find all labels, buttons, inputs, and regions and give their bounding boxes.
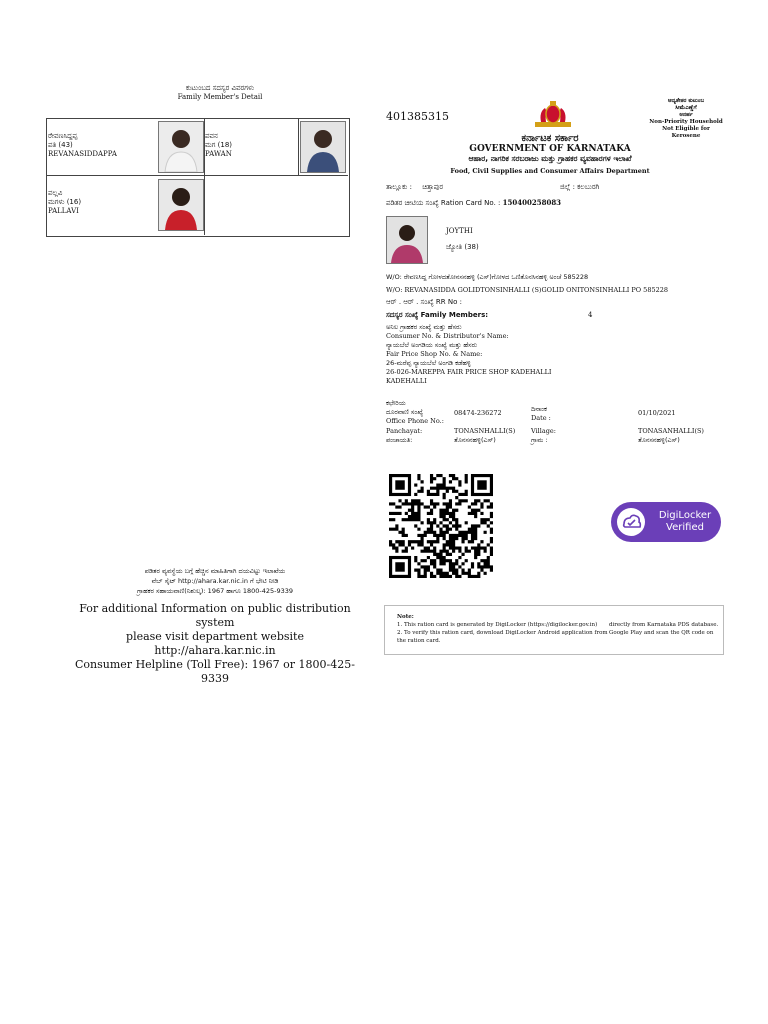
info-en-line-2: please visit department website http://ahara.kar.nic.in	[126, 630, 304, 657]
family-table	[46, 118, 350, 237]
note-line-2c: the ration card.	[397, 638, 441, 644]
village-value	[638, 427, 704, 445]
consumer-label-en: Consumer No. & Distributor's Name:	[386, 332, 509, 340]
member-2-details	[205, 132, 232, 159]
district: ಜಿಲ್ಲೆ : ಕಲಬುರಗಿ	[560, 183, 600, 191]
date-value: 01/10/2021	[638, 409, 676, 417]
note-line-1a: 1. This ration card is generated by DigiLocker (https://digilocker.gov.in)	[397, 622, 598, 628]
panchayat-label-en: Panchayat:	[386, 427, 423, 435]
fps-value-en-1: 26-026-MAREPPA FAIR PRICE SHOP KADEHALLI	[386, 368, 552, 376]
panchayat-value-en: TONASNHALLI(S)	[454, 427, 516, 435]
qr-code	[389, 474, 493, 578]
office-label-kn-2: ದೂರವಾಣಿ ಸಂಖ್ಯೆ	[386, 408, 424, 416]
family-heading-en: Family Member's Detail	[177, 93, 263, 101]
note-line-1b: directly from Karnataka PDS database.	[609, 622, 719, 628]
member-3-photo	[158, 179, 204, 231]
category-en-2: Not Eligible for Kerosene	[662, 126, 710, 139]
family-members-count: 4	[588, 311, 593, 319]
category-kn-1: ಆದ್ಯತೇತರ ಕುಟುಂಬ	[667, 98, 705, 104]
family-members-label: ಸದಸ್ಯರ ಸಂಖ್ಯೆ Family Members:	[386, 311, 489, 319]
ration-card-number: 150400258083	[502, 198, 562, 207]
member-3-details	[48, 189, 81, 216]
date-label	[531, 405, 551, 423]
table-divider	[298, 119, 299, 175]
category-en-1: Non-Priority Household	[649, 119, 723, 125]
member-1-photo	[158, 121, 204, 173]
gov-title-en: GOVERNMENT OF KARNATAKA	[469, 144, 631, 154]
digilocker-verified-badge	[611, 502, 721, 542]
holder-name-kn: ಜ್ಯೋತಿ (38)	[446, 243, 479, 251]
address-en: W/O: REVANASIDDA GOLIDTONSINHALLI (S)GOLID ONITONSINHALLI PO 585228	[386, 286, 668, 294]
fps-label-kn: ನ್ಯಾಯಬೆಲೆ ಅಂಗಡಿಯ ಸಂಖ್ಯೆ ಮತ್ತು ಹೆಸರು	[386, 341, 478, 349]
gov-title-kn: ಕರ್ನಾಟಕ ಸರ್ಕಾರ	[521, 133, 579, 144]
dept-title-en: Food, Civil Supplies and Consumer Affairs Department	[450, 167, 650, 175]
info-english	[70, 602, 360, 686]
panchayat-label	[386, 427, 422, 445]
date-label-en: Date :	[531, 414, 551, 422]
consumer-label-kn: ಅನಿಲ ಗ್ರಾಹಕರ ಸಂಖ್ಯೆ ಮತ್ತು ಹೆಸರು	[386, 323, 462, 331]
rr-number: ಆರ್ . ಆರ್ . ಸಂಖ್ಯೆ RR No :	[386, 298, 462, 306]
family-heading	[100, 84, 340, 102]
office-phone-value: 08474-236272	[454, 409, 502, 417]
holder-name-en: JOYTHI	[446, 227, 473, 235]
panchayat-value-kn: ತೊನಸನಹಳ್ಳಿ(ಎಸ್)	[454, 436, 496, 444]
table-divider	[47, 175, 348, 176]
village-value-en: TONASANHALLI(S)	[638, 427, 704, 435]
digilocker-text	[655, 510, 715, 534]
info-kannada	[90, 566, 340, 596]
category-kn-2: ಸೀಮೆಎಣ್ಣೆಗೆ	[675, 105, 697, 111]
info-kn-line-1: ಪಡಿತರ ವ್ಯವಸ್ಥೆಯ ಬಗ್ಗೆ ಹೆಚ್ಚಿನ ಮಾಹಿತಿಗಾಗಿ ದಯವಿಟ್ಟು ಇಲಾಖೆಯ	[144, 567, 286, 575]
taluk-row	[386, 183, 443, 192]
member-2-name-en: PAWAN	[205, 150, 232, 158]
fps-value-kn: 26-ಮರೆಪ್ಪ ನ್ಯಾಯಬೆಲೆ ಅಂಗಡಿ ಕಡೆಹಳ್ಳಿ	[386, 359, 471, 367]
village-label	[531, 427, 556, 445]
dept-title-kn: ಆಹಾರ, ನಾಗರಿಕ ಸರಬರಾಜು ಮತ್ತು ಗ್ರಾಹಕರ ವ್ಯವಹಾರಗಳ ಇಲಾಖೆ	[468, 154, 632, 163]
digilocker-icon	[617, 508, 645, 536]
member-2-photo	[300, 121, 346, 173]
office-label-kn-1: ಕಛೇರಿಯ	[386, 399, 406, 407]
office-phone-label	[386, 399, 444, 426]
taluk-label: ತಾಲ್ಲೂಕು :	[386, 183, 412, 191]
info-en-line-1: For additional Information on public distribution system	[79, 602, 351, 629]
digilocker-line1: DigiLocker	[658, 510, 712, 521]
info-kn-line-2: ವೆಬ್ ಸೈಟ್ http://ahara.kar.nic.in ಗೆ ಭೇಟಿ ನೀಡಿ	[151, 577, 279, 585]
village-value-kn: ತೊನಸನಹಳ್ಳಿ(ಎಸ್)	[638, 436, 680, 444]
info-en-line-3: Consumer Helpline (Toll Free): 1967 or 1800-425-9339	[75, 658, 355, 685]
member-2-relation: ಮಗ (18)	[205, 141, 233, 149]
village-label-en: Village:	[531, 427, 556, 435]
note-line-2a: 2. To verify this ration card, download DigiLocker Android application from	[397, 630, 608, 636]
address-kn: W/O: ರೇವಣಸಿದ್ದ ಗೋಳದತೋನಸನಹಳ್ಳಿ (ಎಸ್)ಗೋಳದ ಒಣಿತೊನಸಿನಹಳ್ಳಿ ಅಂಚೆ 585228	[386, 273, 589, 281]
category-kn-3: ಅನರ್ಹ	[679, 112, 693, 118]
family-heading-kn: ಕುಟುಂಬದ ಸದಸ್ಯರ ವಿವರಗಳು	[185, 84, 255, 92]
distributor-block	[386, 323, 551, 386]
member-3-relation: ಮಗಳು (16)	[48, 198, 82, 206]
taluk-value: ಚಿತ್ತಾಪುರ	[422, 183, 444, 191]
card-number: 401385315	[386, 110, 449, 123]
member-3-name-kn: ಪಲ್ಲವಿ	[48, 189, 63, 197]
date-label-kn: ದಿನಾಂಕ	[531, 405, 547, 413]
member-1-name-kn: ರೇವಣಸಿದ್ದಪ್ಪ	[48, 132, 78, 140]
office-label-en: Office Phone No.:	[386, 417, 444, 425]
member-2-name-kn: ಪವನ	[205, 132, 218, 140]
ration-card-label: ಪಡಿತರ ಚೀಟಿಯ ಸಂಖ್ಯೆ Ration Card No. :	[386, 199, 501, 207]
panchayat-value	[454, 427, 515, 445]
note-line-2b: Google Play and scan the QR code on	[609, 630, 714, 636]
panchayat-label-kn: ಪಂಚಾಯತಿ:	[386, 436, 413, 444]
note-box	[384, 605, 724, 655]
ration-card-row	[386, 198, 561, 208]
karnataka-emblem	[533, 98, 573, 130]
member-1-name-en: REVANASIDDAPPA	[48, 150, 117, 158]
government-header	[400, 133, 700, 175]
info-kn-line-3: ಗ್ರಾಹಕರ ಸಹಾಯವಾಣಿ(ನಿಶುಲ್ಕ): 1967 ಹಾಗೂ 1800-425-9339	[136, 587, 294, 595]
fps-label-en: Fair Price Shop No. & Name:	[386, 350, 483, 358]
digilocker-line2: Verified	[666, 522, 704, 533]
village-label-kn: ಗ್ರಾಮ :	[531, 436, 548, 444]
member-1-details	[48, 132, 117, 159]
member-3-name-en: PALLAVI	[48, 207, 79, 215]
fps-value-en-2: KADEHALLI	[386, 377, 427, 385]
card-holder-photo	[386, 216, 428, 264]
member-1-relation: ಪತಿ (43)	[48, 141, 73, 149]
note-title: Note:	[397, 614, 414, 620]
